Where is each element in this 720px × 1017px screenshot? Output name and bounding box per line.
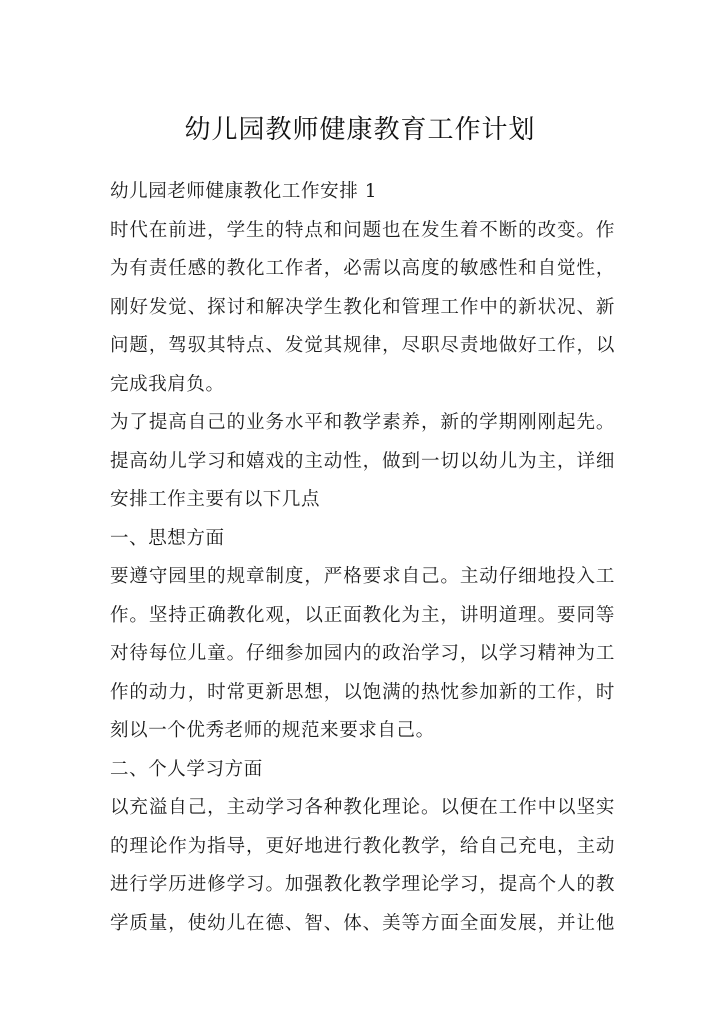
paragraph-line: 作的动力，时常更新思想，以饱满的热忱参加新的工作，时 xyxy=(110,681,615,703)
section-heading: 一、思想方面 xyxy=(110,527,225,549)
paragraph-line: 对待每位儿童。仔细参加园内的政治学习，以学习精神为工 xyxy=(110,643,615,664)
paragraph-line: 安排工作主要有以下几点 xyxy=(110,489,321,510)
paragraph-line: 为了提高自己的业务水平和教学素养，新的学期刚刚起先。 xyxy=(110,412,615,433)
paragraph-line: 刻以一个优秀老师的规范来要求自己。 xyxy=(110,720,435,741)
section-heading: 二、个人学习方面 xyxy=(110,758,263,780)
paragraph-line: 完成我肩负。 xyxy=(110,373,225,395)
paragraph-line: 提高幼儿学习和嬉戏的主动性，做到一切以幼儿为主，详细 xyxy=(110,450,615,472)
paragraph-line: 时代在前进，学生的特点和问题也在发生着不断的改变。作 xyxy=(110,219,615,241)
paragraph-line: 进行学历进修学习。加强教化教学理论学习，提高个人的教 xyxy=(110,874,615,895)
paragraph-line: 学质量，使幼儿在德、智、体、美等方面全面发展，并让他 xyxy=(110,912,615,934)
paragraph-line: 要遵守园里的规章制度，严格要求自己。主动仔细地投入工 xyxy=(110,566,615,587)
paragraph-line: 作。坚持正确教化观，以正面教化为主，讲明道理。要同等 xyxy=(110,604,615,626)
document-body xyxy=(110,173,615,943)
paragraph-line: 的理论作为指导，更好地进行教化教学，给自己充电，主动 xyxy=(110,835,615,857)
paragraph-line: 为有责任感的教化工作者，必需以高度的敏感性和自觉性， xyxy=(110,258,615,279)
paragraph-line: 以充溢自己，主动学习各种教化理论。以便在工作中以坚实 xyxy=(110,797,615,818)
paragraph-line: 刚好发觉、探讨和解决学生教化和管理工作中的新状况、新 xyxy=(110,296,615,318)
section-heading: 幼儿园老师健康教化工作安排 1 xyxy=(110,181,378,202)
paragraph-line: 问题，驾驭其特点、发觉其规律，尽职尽责地做好工作，以 xyxy=(110,335,615,356)
document-title: 幼儿园教师健康教育工作计划 xyxy=(184,115,536,145)
